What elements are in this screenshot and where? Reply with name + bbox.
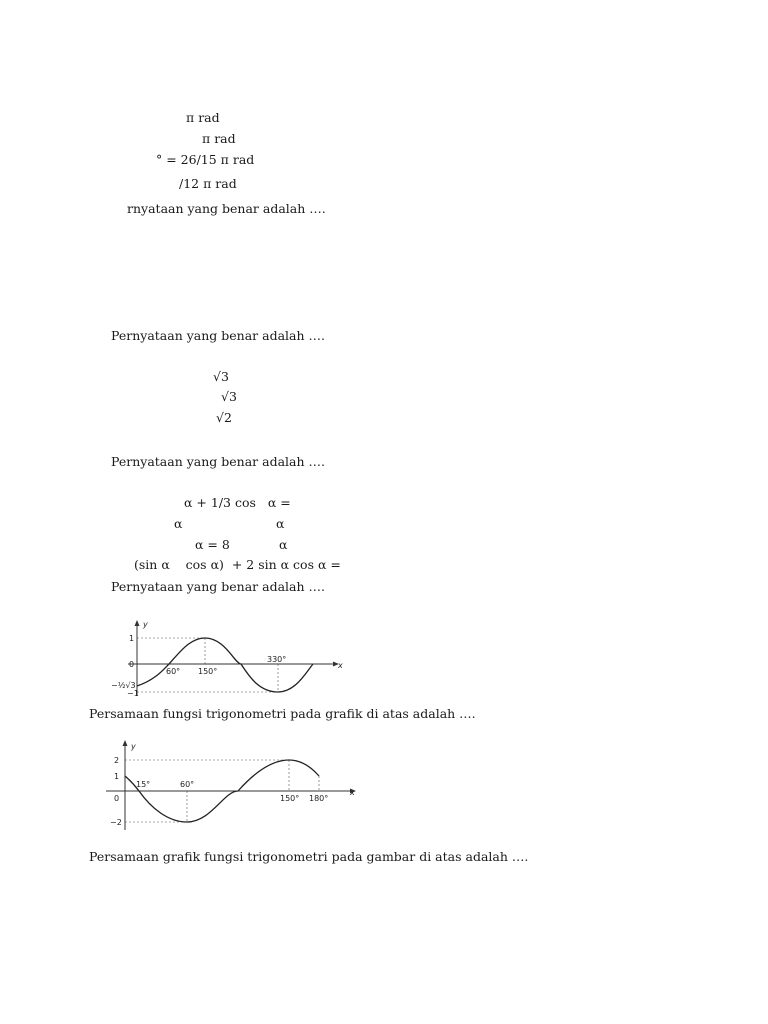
graph2-xtick-15: 15° — [136, 780, 151, 789]
text-line-alpha-eq-8: α = 8 — [195, 537, 230, 552]
graph2-ytick-neg2: −2 — [110, 818, 122, 827]
graph2-y-arrow-icon — [123, 740, 128, 746]
graph1-ytick-0: 0 — [129, 660, 135, 669]
graph2-y-label: y — [131, 742, 136, 751]
graph1-xtick-60: 60° — [166, 667, 181, 676]
graph2-xtick-150: 150° — [280, 794, 300, 803]
text-line-sin-cos-expression: (sin α cos α) + 2 sin α cos α = — [134, 557, 341, 572]
graph1-ytick-1: 1 — [129, 634, 135, 643]
text-line-alpha-c: α — [279, 537, 288, 552]
graph1-xtick-150: 150° — [198, 667, 218, 676]
question-graph-1: Persamaan fungsi trigonometri pada grafik di atas adalah …. — [89, 706, 476, 721]
graph1-y-arrow-icon — [135, 620, 140, 626]
text-line-sqrt3-b: √3 — [221, 389, 237, 404]
graph1-curve — [137, 638, 313, 692]
graph2-xtick-60: 60° — [180, 780, 195, 789]
text-line-statement-partial: rnyataan yang benar adalah …. — [127, 201, 326, 216]
text-line-alpha-a: α — [174, 516, 183, 531]
graph1-ytick-special: −½√3 — [111, 681, 136, 690]
sine-graph-1 — [110, 618, 350, 702]
graph2-xtick-180: 180° — [309, 794, 329, 803]
question-statement-2: Pernyataan yang benar adalah …. — [111, 454, 325, 469]
text-line-pi-rad-2: π rad — [202, 131, 236, 146]
graph1-x-label: x — [338, 661, 343, 670]
text-line-pi-rad-1: π rad — [186, 110, 220, 125]
graph2-x-label: x — [350, 788, 355, 797]
text-line-sqrt3-a: √3 — [213, 369, 229, 384]
sine-graph-2 — [106, 738, 366, 834]
question-statement-1: Pernyataan yang benar adalah …. — [111, 328, 325, 343]
graph2-ytick-0: 0 — [114, 794, 120, 803]
graph2-ytick-1: 1 — [114, 772, 120, 781]
graph1-xtick-330: 330° — [267, 655, 287, 664]
text-line-fraction-pi: /12 π rad — [179, 176, 237, 191]
text-line-sqrt2: √2 — [216, 410, 232, 425]
question-statement-3: Pernyataan yang benar adalah …. — [111, 579, 325, 594]
text-line-alpha-cos: α + 1/3 cos α = — [184, 495, 291, 510]
graph1-y-label: y — [143, 620, 148, 629]
question-graph-2: Persamaan grafik fungsi trigonometri pada gambar di atas adalah …. — [89, 849, 529, 864]
graph2-ytick-2: 2 — [114, 756, 120, 765]
text-line-alpha-b: α — [276, 516, 285, 531]
text-line-degree-conversion: ° = 26/15 π rad — [156, 152, 255, 167]
graph1-ytick-neg1: −1 — [127, 689, 139, 698]
